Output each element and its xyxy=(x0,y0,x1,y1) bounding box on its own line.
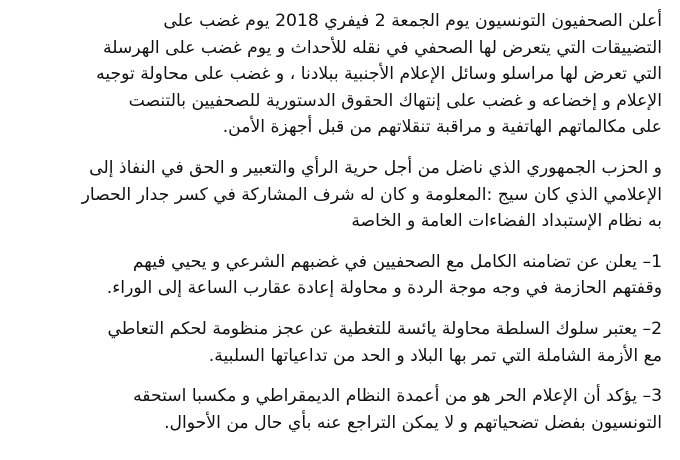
text-line: التضييقات التي يتعرض لها الصحفي في نقله للأحداث و يوم غضب على الهرسلة xyxy=(102,37,662,58)
text-line: به نظام الإستبداد الفضاءات العامة و الخاصة xyxy=(351,211,662,232)
paragraph-point-3 xyxy=(22,383,662,436)
text-line: الإعلام و إخضاعه و غضب على إنتهاك الحقوق الدستورية للصحفيين بالتنصت xyxy=(128,90,662,111)
text-line: و الحزب الجمهوري الذي ناضل من أجل حرية الرأي والتعبير و الحق في النفاذ إلى xyxy=(89,157,662,178)
text-line: وقفتهم الحازمة في وجه موجة الردة و محاولة إعادة عقارب الساعة إلى الوراء. xyxy=(106,278,662,299)
text-line: التونسيون بفضل تضحياتهم و لا يمكن التراجع عنه بأي حال من الأحوال. xyxy=(164,412,662,433)
text-line: مع الأزمة الشاملة التي تمر بها البلاد و الحد من تداعياتها السلبية. xyxy=(208,345,662,366)
text-line: على مكالماتهم الهاتفية و مراقبة تنقلاتهم من قبل أجهزة الأمن. xyxy=(222,117,662,138)
paragraph-point-1 xyxy=(22,249,662,302)
text-line: 2– يعتبر سلوك السلطة محاولة يائسة للتغطية عن عجز منظومة لحكم التعاطي xyxy=(107,318,662,339)
text-line: 1– يعلن عن تضامنه الكامل مع الصحفيين في غضبهم الشرعي و يحيي فيهم xyxy=(132,251,662,272)
text-line: الإعلامي الذي كان سيج :المعلومة و كان له شرف المشاركة في كسر جدار الحصار xyxy=(81,184,662,205)
text-line: أعلن الصحفيون التونسيون يوم الجمعة 2 فيفري 2018 يوم غضب على xyxy=(163,11,662,31)
text-line: التي تعرض لها مراسلو وسائل الإعلام الأجنبية ببلادنا ، و غضب على محاولة توجيه xyxy=(96,64,662,85)
paragraph-point-2 xyxy=(22,316,662,369)
paragraph-party-position xyxy=(22,155,662,235)
paragraph-journalists-day-of-anger xyxy=(22,8,662,141)
text-line: 3– يؤكد أن الإعلام الحر هو من أعمدة النظام الديمقراطي و مكسبا استحقه xyxy=(133,386,662,407)
